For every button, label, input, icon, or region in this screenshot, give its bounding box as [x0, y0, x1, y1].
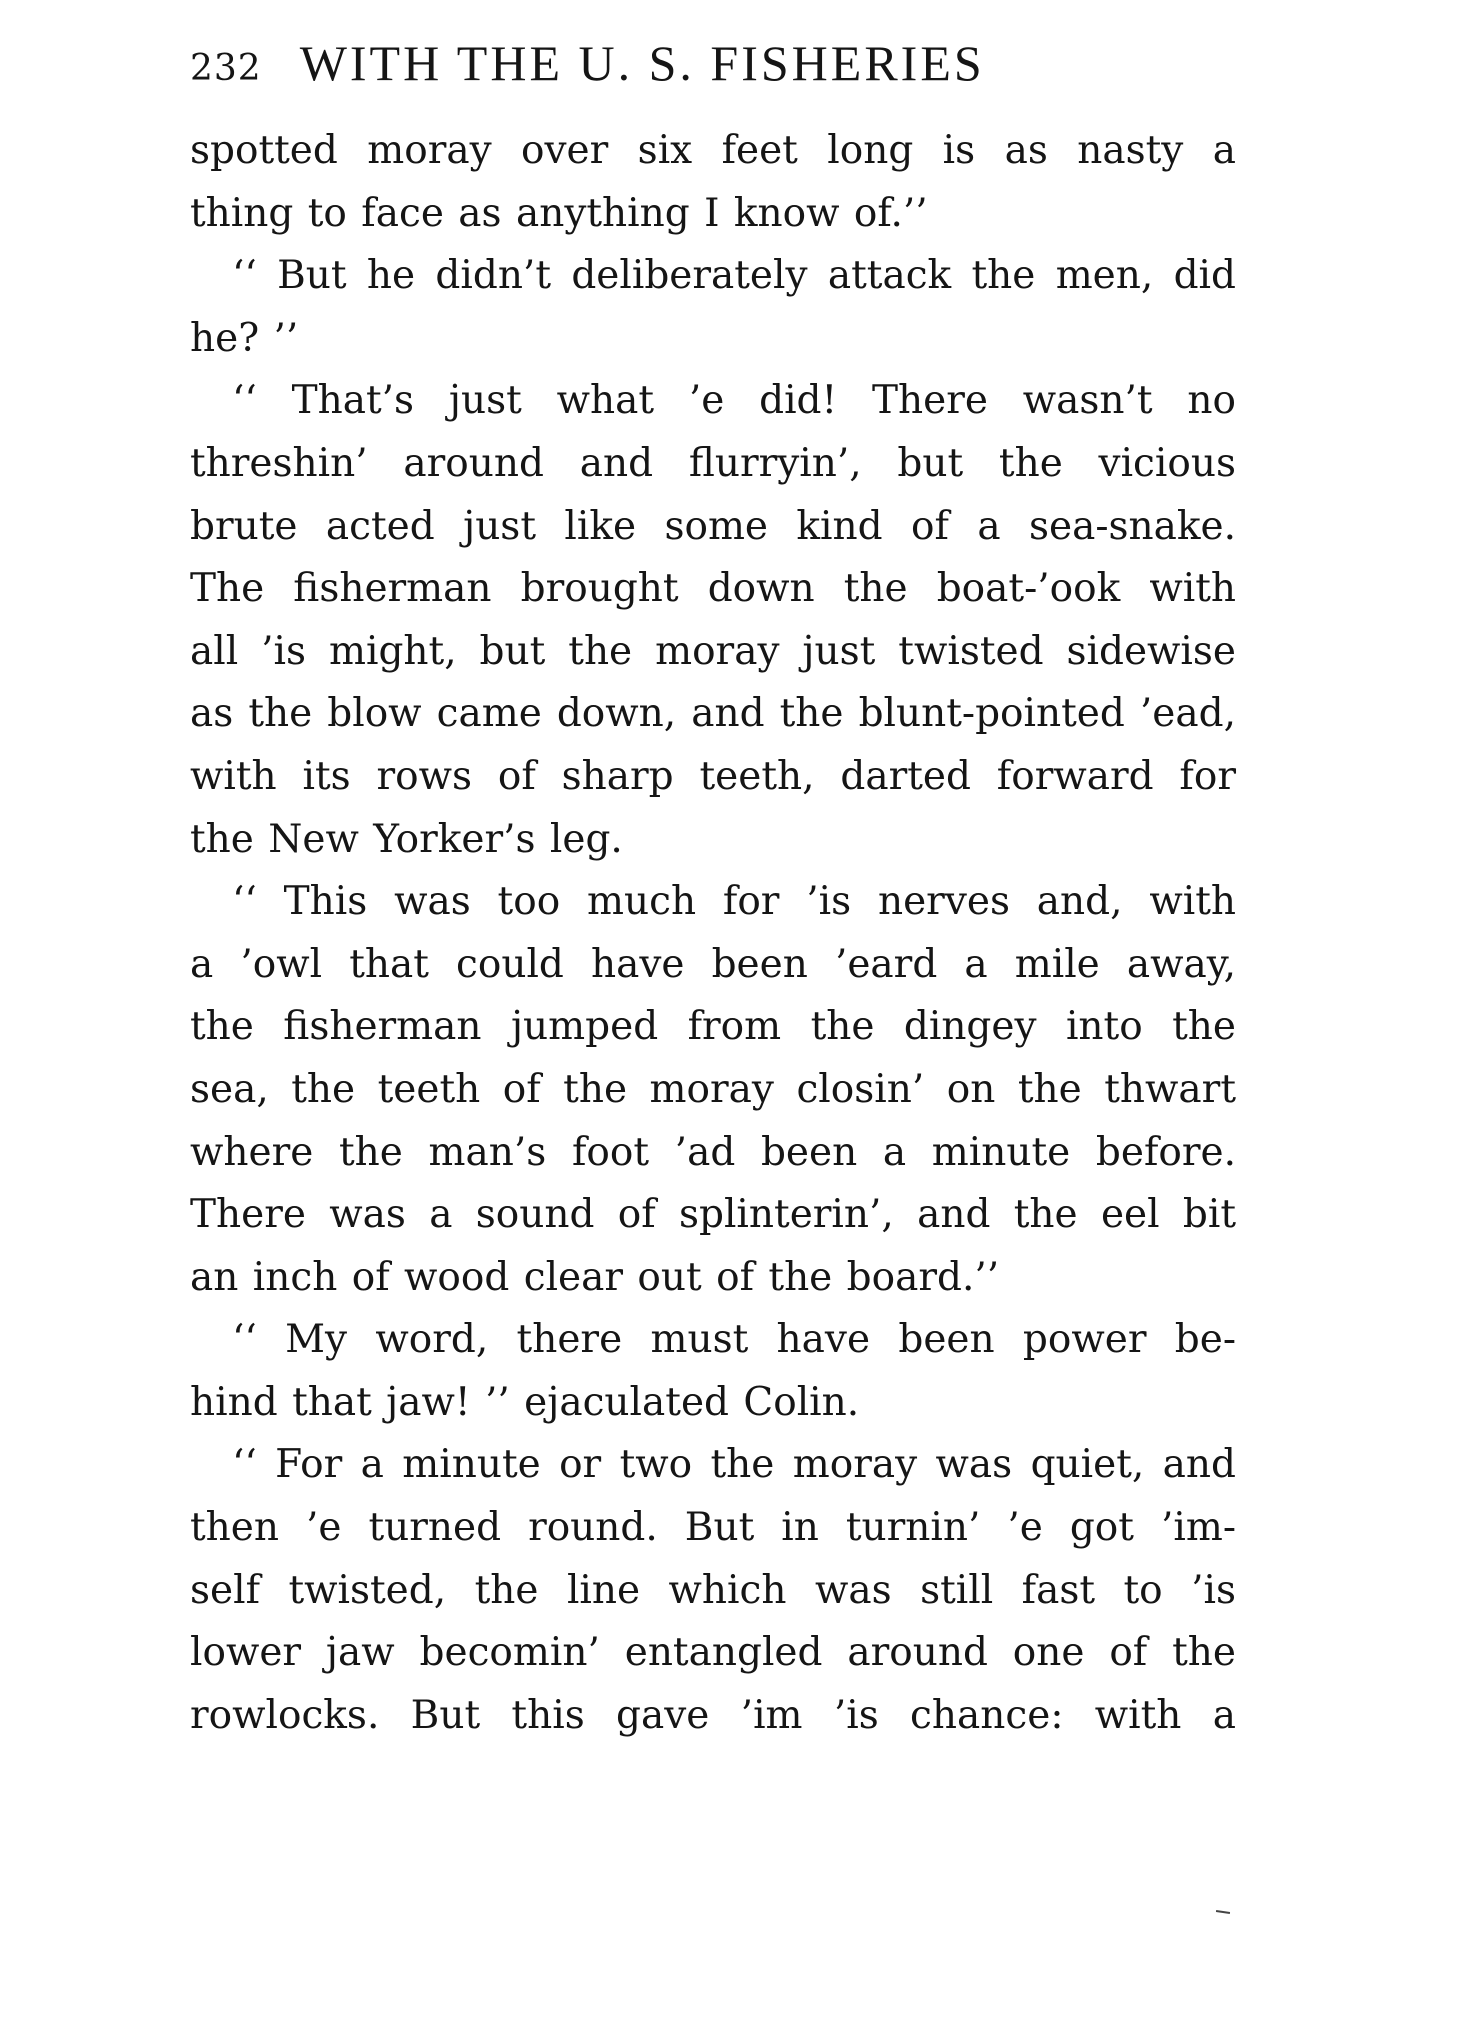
text-line: all ’is might, but the moray just twisted sidewise: [190, 628, 1236, 674]
text-line: a ’owl that could have been ’eard a mile away,: [190, 941, 1236, 987]
running-title: WITH THE U. S. FISHERIES: [299, 35, 985, 91]
text-line: ‘‘ My word, there must have been power be-: [232, 1317, 1236, 1363]
text-line: hind that jaw! ’’ ejaculated Colin.: [190, 1379, 860, 1425]
text-line: brute acted just like some kind of a sea-snake.: [190, 503, 1236, 549]
text-line: he? ’’: [190, 315, 299, 361]
text-line: the New Yorker’s leg.: [190, 816, 623, 862]
text-line: ‘‘ But he didn’t deliberately attack the men, did: [232, 253, 1236, 299]
text-line: threshin’ around and flurryin’, but the vicious: [190, 440, 1236, 486]
text-line: then ’e turned round. But in turnin’ ’e got ’im-: [190, 1505, 1236, 1551]
running-head: [190, 34, 985, 104]
text-line: where the man’s foot ’ad been a minute before.: [190, 1129, 1236, 1175]
text-line: lower jaw becomin’ entangled around one of the: [190, 1630, 1236, 1676]
text-line: the fisherman jumped from the dingey into the: [190, 1004, 1236, 1050]
text-line: ‘‘ This was too much for ’is nerves and, with: [232, 879, 1236, 925]
text-line: as the blow came down, and the blunt-pointed ’ead,: [190, 691, 1236, 737]
text-line: sea, the teeth of the moray closin’ on the thwart: [190, 1066, 1236, 1112]
print-speck: [1216, 1910, 1230, 1914]
text-line: self twisted, the line which was still fast to ’is: [190, 1567, 1236, 1613]
text-line: The fisherman brought down the boat-’ook with: [190, 566, 1236, 612]
text-line: rowlocks. But this gave ’im ’is chance: with a: [190, 1692, 1236, 1738]
text-line: thing to face as anything I know of.’’: [190, 190, 928, 236]
text-line: ‘‘ That’s just what ’e did! There wasn’t no: [232, 378, 1236, 424]
text-line: There was a sound of splinterin’, and the eel bit: [190, 1192, 1236, 1238]
text-line: with its rows of sharp teeth, darted forward for: [190, 753, 1236, 799]
page-number: 232: [190, 48, 262, 89]
text-line: an inch of wood clear out of the board.’’: [190, 1254, 1000, 1300]
text-line: spotted moray over six feet long is as nasty a: [190, 128, 1236, 173]
text-line: ‘‘ For a minute or two the moray was quiet, and: [232, 1442, 1236, 1488]
body-text: [190, 120, 1236, 1747]
